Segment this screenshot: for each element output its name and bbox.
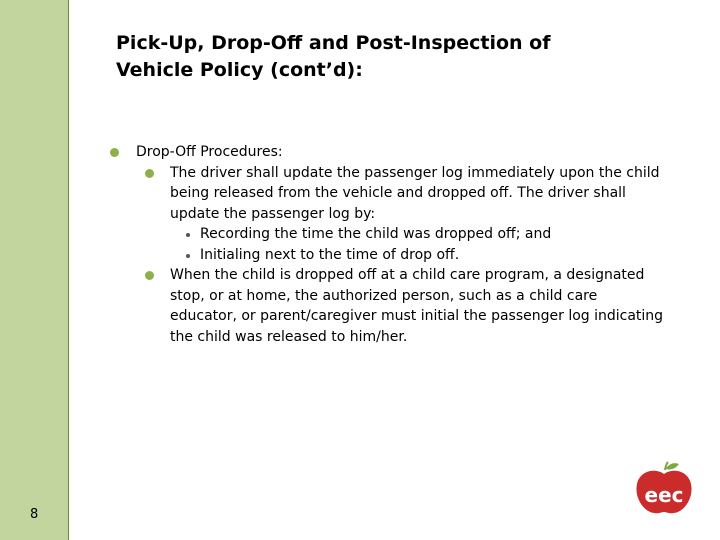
eec-logo-icon xyxy=(632,460,696,516)
sub-bullet-icon xyxy=(186,254,190,258)
list-item xyxy=(108,163,668,225)
title-line-1: Pick-Up, Drop-Off and Post-Inspection of xyxy=(116,32,551,54)
sub-bullet-text-2: Initialing next to the time of drop off. xyxy=(200,246,460,263)
sub-bullet-text-1: Recording the time the child was dropped off; and xyxy=(200,226,552,242)
page-number: 8 xyxy=(30,507,39,522)
sidebar-panel xyxy=(0,0,68,540)
section-heading: Drop-Off Procedures: xyxy=(136,144,283,160)
list-item xyxy=(108,224,668,245)
sub-bullet-icon xyxy=(186,233,190,237)
list-item xyxy=(108,245,668,266)
bullet-icon xyxy=(145,169,154,178)
slide-title xyxy=(116,30,676,84)
bullet-text-1: The driver shall update the passenger log immediately upon the child being released from the vehicle and dropped off. The driver shall update the passenger log by: xyxy=(170,164,660,222)
sidebar-divider xyxy=(68,0,69,540)
bullet-text-2: When the child is dropped off at a child care program, a designated stop, or at home, the authorized person, such as a child care educator, or parent/caregiver must initial the passenger log indicating the child was released to him/her. xyxy=(170,267,664,345)
slide-content xyxy=(108,142,668,347)
title-line-2: Vehicle Policy (cont’d): xyxy=(116,59,363,81)
list-item xyxy=(108,142,668,163)
bullet-icon xyxy=(145,271,154,280)
list-item xyxy=(108,265,668,347)
bullet-icon xyxy=(110,148,119,157)
logo-text: eec xyxy=(644,483,684,507)
